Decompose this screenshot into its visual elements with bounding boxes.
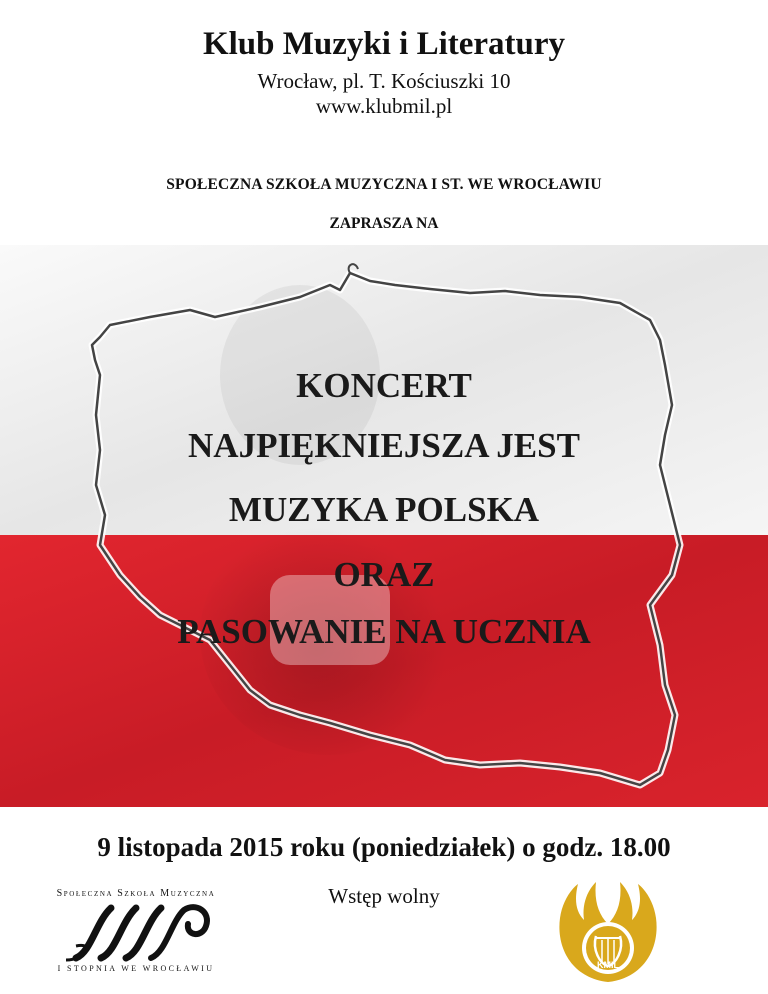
music-staff-logo-icon: [56, 902, 216, 962]
event-title-line2: NAJPIĘKNIEJSZA JEST: [188, 426, 580, 465]
school-logo: [46, 888, 226, 980]
svg-text:W: W: [603, 906, 613, 916]
school-name-line: SPOŁECZNA SZKOŁA MUZYCZNA I ST. WE WROCŁAWIU: [166, 176, 602, 193]
kmil-logo-label: KMIL: [597, 960, 619, 970]
kmil-logo: [552, 878, 664, 984]
club-title: Klub Muzyki i Literatury: [202, 26, 566, 62]
invites-line: ZAPRASZA NA: [329, 215, 439, 232]
event-title-line4: ORAZ: [333, 555, 435, 594]
event-date: 9 listopada 2015 roku (poniedziałek) o godz. 18.00: [97, 832, 671, 862]
club-website: www.klubmil.pl: [315, 94, 453, 118]
event-title-koncert: KONCERT: [296, 366, 472, 405]
club-address: Wrocław, pl. T. Kościuszki 10: [257, 69, 511, 93]
event-title-line3: MUZYKA POLSKA: [228, 490, 540, 529]
entry-info: Wstęp wolny: [328, 884, 440, 908]
school-logo-bottom-text: I STOPNIA WE WROCŁAWIU: [57, 964, 215, 973]
event-title-line5: PASOWANIE NA UCZNIA: [177, 612, 591, 651]
school-logo-top-text: Społeczna Szkoła Muzyczna: [56, 888, 216, 899]
